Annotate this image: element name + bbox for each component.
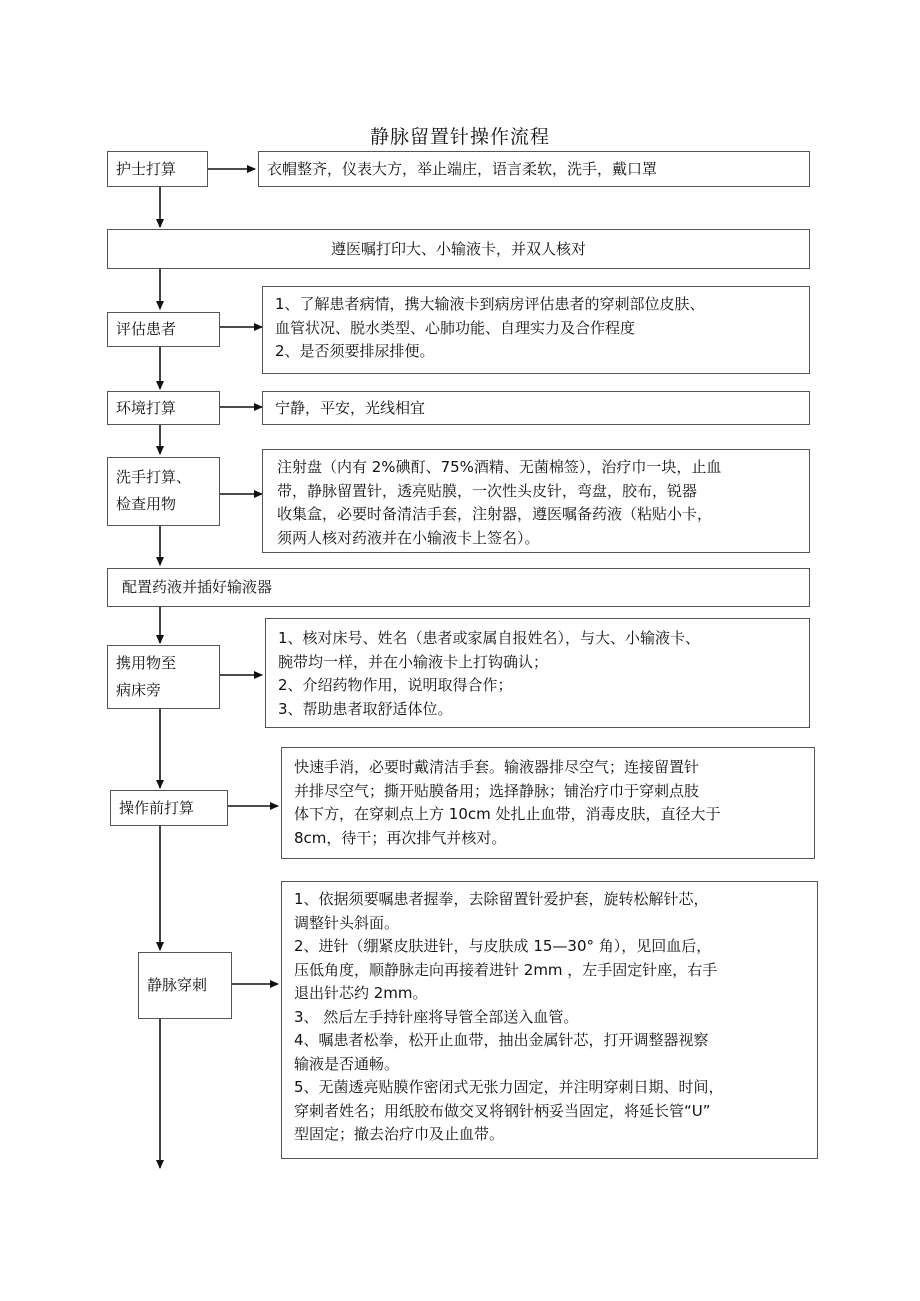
detail-line: 注射盘（内有 2%碘酊、75%酒精、无菌棉签），治疗巾一块，止血 <box>277 458 722 476</box>
step-env-prep <box>107 391 220 425</box>
detail-line: 3、帮助患者取舒适体位。 <box>278 699 453 718</box>
step-bring-items <box>107 645 220 709</box>
step-nurse-prep <box>107 151 208 187</box>
detail-line: 2、进针（绷紧皮肤进针，与皮肤成 15—30° 角），见回血后， <box>294 937 712 955</box>
detail-wash-check <box>262 449 810 553</box>
step-wash-check-line: 洗手打算、 <box>116 468 192 486</box>
detail-line: 5、无菌透亮贴膜作密闭式无张力固定，并注明穿刺日期、时间， <box>294 1078 724 1096</box>
step-assess-patient <box>107 312 220 347</box>
detail-line: 2、是否须要排尿排便。 <box>275 342 435 360</box>
detail-line: 型固定；撤去治疗巾及止血带。 <box>294 1125 505 1143</box>
detail-line: 衣帽整齐，仪表大方，举止端庄，语言柔软，洗手，戴口罩 <box>267 160 658 178</box>
step-print-cards-label: 遵医嘱打印大、小输液卡，并双人核对 <box>330 240 586 258</box>
detail-line: 3、 然后左手持针座将导管全部送入血管。 <box>294 1007 579 1026</box>
step-nurse-prep-label: 护士打算 <box>116 160 177 178</box>
step-bring-items-line: 携用物至 <box>116 654 177 672</box>
step-wash-check <box>107 457 220 526</box>
detail-nurse-prep <box>258 151 810 187</box>
detail-line: 穿刺者姓名；用纸胶布做交叉将钢针柄妥当固定，将延长管“U” <box>294 1101 711 1120</box>
detail-line: 压低角度，顺静脉走向再接着进针 2mm ，左手固定针座，右手 <box>294 960 718 979</box>
detail-line: 输液是否通畅。 <box>294 1054 400 1073</box>
step-pre-op <box>110 790 228 826</box>
step-prepare-drug <box>107 568 810 607</box>
step-wash-check-line: 检查用物 <box>116 495 177 513</box>
detail-bring-items <box>265 618 810 728</box>
detail-pre-op <box>281 747 815 859</box>
detail-line: 并排尽空气；撕开贴膜备用；选择静脉；铺治疗巾于穿刺点肢 <box>294 781 700 800</box>
step-bring-items-line: 病床旁 <box>116 681 162 699</box>
detail-line: 收集盒，必要时备清洁手套，注射器，遵医嘱备药液（粘贴小卡， <box>277 505 713 523</box>
detail-line: 8cm，待干；再次排气并核对。 <box>294 828 507 847</box>
step-assess-patient-label: 评估患者 <box>116 320 177 338</box>
step-venipuncture-label: 静脉穿刺 <box>147 976 208 994</box>
detail-line: 体下方，在穿刺点上方 10cm 处扎止血带，消毒皮肤，直径大于 <box>294 805 721 823</box>
detail-line: 4、嘱患者松拳，松开止血带，抽出金属针芯，打开调整器视察 <box>294 1031 709 1049</box>
step-env-prep-label: 环境打算 <box>116 399 177 417</box>
step-pre-op-label: 操作前打算 <box>119 799 195 817</box>
detail-line: 血管状况、脱水类型、心肺功能、自理实力及合作程度 <box>275 318 636 337</box>
detail-env-prep <box>262 391 810 425</box>
detail-line: 2、介绍药物作用，说明取得合作； <box>278 676 513 694</box>
step-print-cards <box>107 229 810 269</box>
detail-line: 1、了解患者病情，携大输液卡到病房评估患者的穿刺部位皮肤、 <box>275 295 705 313</box>
detail-line: 腕带均一样，并在小输液卡上打钩确认； <box>278 652 549 671</box>
detail-assess-patient <box>262 286 810 374</box>
detail-venipuncture <box>281 881 818 1159</box>
page-title: 静脉留置针操作流程 <box>369 126 550 148</box>
detail-line: 退出针芯约 2mm。 <box>294 984 428 1002</box>
detail-line: 快速手消，必要时戴清洁手套。输液器排尽空气；连接留置针 <box>294 758 700 776</box>
detail-line: 调整针头斜面。 <box>294 913 400 932</box>
detail-line: 宁静，平安，光线相宜 <box>275 399 426 417</box>
step-venipuncture <box>138 952 232 1019</box>
detail-line: 须两人核对药液并在小输液卡上签名）。 <box>277 528 540 547</box>
detail-line: 1、依据须要嘱患者握拳，去除留置针爱护套，旋转松解针芯， <box>294 890 709 908</box>
detail-line: 1、核对床号、姓名（患者或家属自报姓名），与大、小输液卡、 <box>278 629 701 647</box>
step-prepare-drug-label: 配置药液并插好输液器 <box>122 578 273 596</box>
detail-line: 带，静脉留置针，透亮贴膜，一次性头皮针，弯盘，胶布，锐器 <box>277 481 698 500</box>
